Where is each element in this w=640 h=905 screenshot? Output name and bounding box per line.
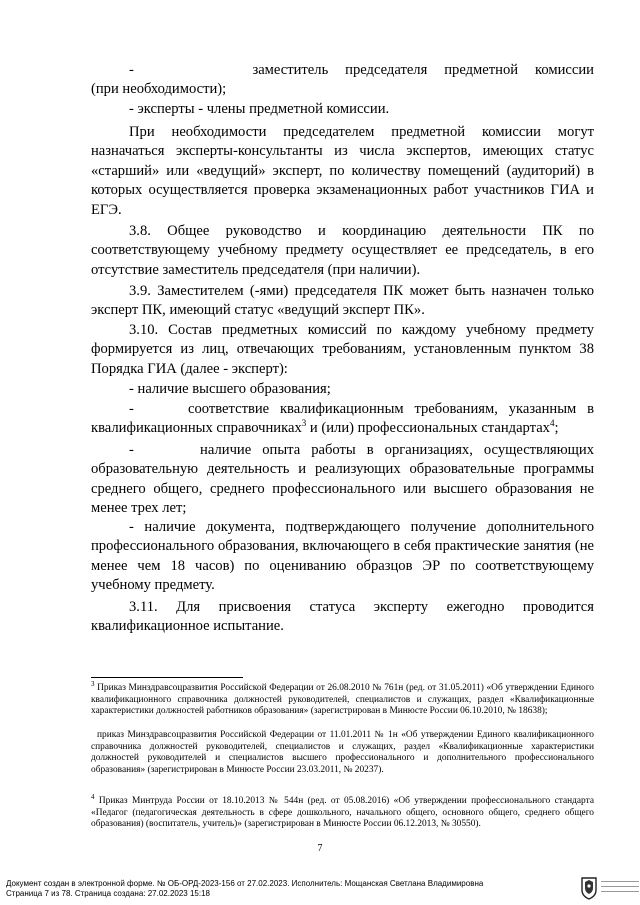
page-number: 7: [317, 843, 323, 854]
footnote-4-mark: 4: [91, 792, 95, 801]
paragraph-3-9: 3.9. Заместителем (-ями) председателя ПК может быть назначен только эксперт ПК, имеющий статус «ведущий эксперт ПК».: [91, 283, 594, 319]
footnote-ref-4[interactable]: 4: [549, 418, 555, 429]
stamp-text: [601, 878, 639, 892]
footnote-4: [91, 792, 594, 831]
paragraph-3-8: 3.8. Общее руководство и координацию деятельности ПК по соответствующему учебному предмету осуществляет ее председатель, в его отсутствие заместитель председателя (при наличии).: [91, 223, 594, 278]
footnote-3-text: Приказ Минздравсоцразвития Российской Федерации от 26.08.2010 № 761н (ред. от 31.05.2011) «Об утверждении Единого квалификационного справочника должностей руководителей, специалистов и служащих, раздел «Квалификационные характеристики должностей работников образования» (зарегистрирован в Минюсте России 06.10.2010, № 18638);: [91, 683, 594, 717]
paragraph-qualification: [91, 400, 594, 439]
footer-document-info: Документ создан в электронной форме. № ОБ-ОРД-2023-156 от 27.02.2023. Исполнитель: Мощанская Светлана Владимировна: [6, 879, 484, 888]
paragraph-consultants: При необходимости председателем предметной комиссии могут назначаться эксперты-консультанты из числа экспертов, имеющих статус «старший» или «ведущий» эксперт, по количеству помещений (аудиторий) в которых осуществляется проверка экзаменационных работ участников ГИА и ЕГЭ.: [91, 124, 594, 218]
paragraph-additional-education: - наличие документа, подтверждающего получение дополнительного профессионального образования, включающего в себя практические занятия (не менее чем 18 часов) по оцениванию образцов ЭР по соответствующему учебному предмету.: [91, 519, 594, 594]
paragraph-deputy-chair-cont: (при необходимости);: [91, 81, 227, 97]
paragraph-experts: - эксперты - члены предметной комиссии.: [129, 101, 390, 117]
qualification-text-c: ;: [554, 420, 559, 437]
footnote-ref-3[interactable]: 3: [301, 418, 307, 429]
paragraph-work-experience: - наличие опыта работы в организациях, осуществляющих образовательную деятельность и реализующих образовательные программы среднего общего, среднего профессионального или высшего образования не менее трех лет;: [91, 442, 594, 517]
paragraph-deputy-chair: - заместитель председателя предметной комиссии: [129, 62, 594, 78]
paragraph-3-11: 3.11. Для присвоения статуса эксперту ежегодно проводится квалификационное испытание.: [91, 599, 594, 635]
paragraph-higher-education: - наличие высшего образования;: [129, 381, 331, 397]
qualification-text-a: - соответствие квалификационным требованиям, указанным в квалификационных справочниках: [91, 401, 594, 437]
qualification-text-b: и (или) профессиональных стандартах: [306, 420, 550, 437]
footer-page-info: Страница 7 из 78. Страница создана: 27.02.2023 15:18: [6, 889, 210, 898]
footnote-separator: [91, 677, 243, 678]
footnote-3-mark: 3: [91, 679, 95, 688]
paragraph-3-10: 3.10. Состав предметных комиссий по каждому учебному предмету формируется из лиц, отвечающих требованиям, установленным пунктом 38 Порядка ГИА (далее - эксперт):: [91, 322, 594, 377]
footnote-3: [91, 679, 594, 718]
footnote-3-continued: приказ Минздравсоцразвития Российской Федерации от 11.01.2011 № 1н «Об утверждении Единого квалификационного справочника должностей руководителей, специалистов и служащих, раздел «Квалификационные характеристики должностей руководителей и специалистов высшего профессионального и дополнительного профессионального образования» (зарегистрирован в Минюсте России 23.03.2011, № 20237).: [91, 730, 594, 775]
coat-of-arms-icon: [580, 876, 598, 900]
footnote-4-text: Приказ Минтруда России от 18.10.2013 № 544н (ред. от 05.08.2016) «Об утверждении профессионального стандарта «Педагог (педагогическая деятельность в сфере дошкольного, начального общего, основного общего, среднего общего образования) (воспитатель, учитель)» (зарегистрирован в Минюсте России 06.12.2013, № 30550).: [91, 796, 594, 830]
